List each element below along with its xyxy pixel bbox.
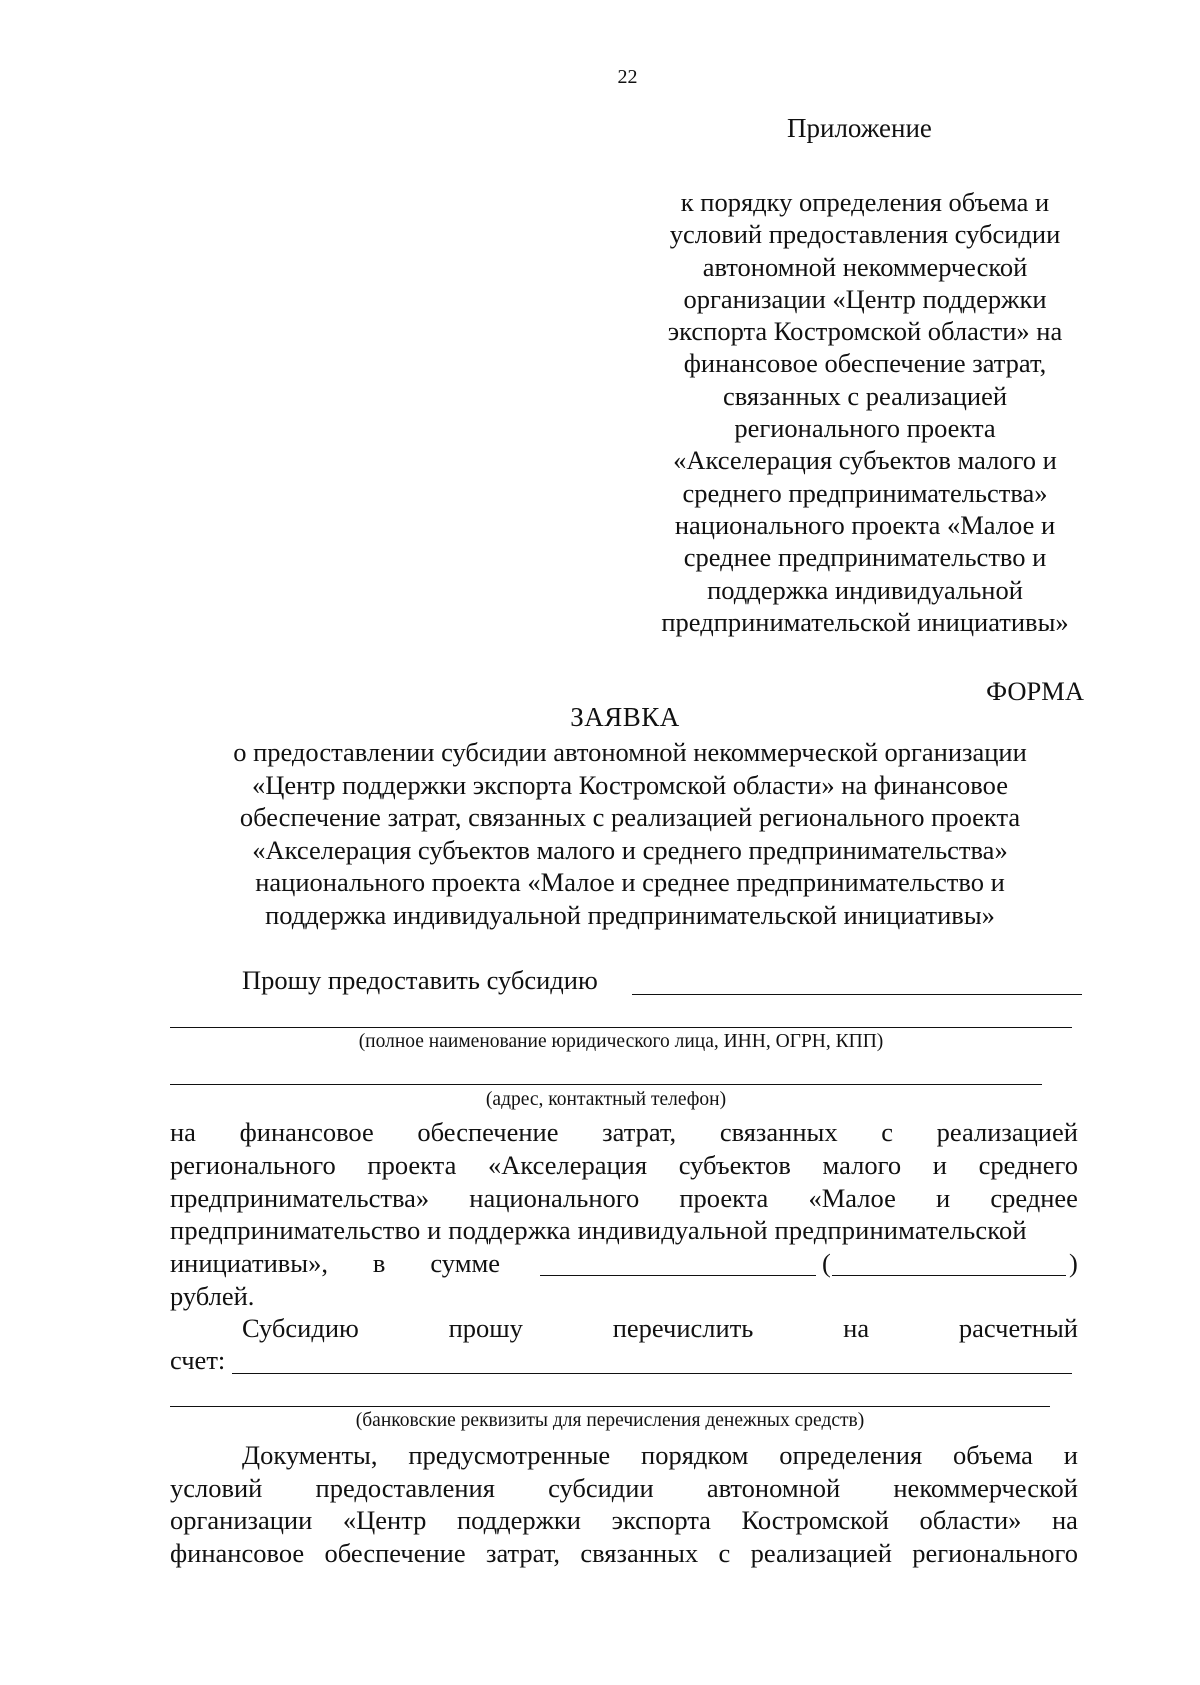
word: связанных [580,1538,699,1568]
paragraph-line [242,1313,1078,1344]
word: проекта [367,1150,457,1180]
annex-line: организации «Центр поддержки [683,283,1047,314]
caption-bank-details: (банковские реквизиты для перечисления денежных средств) [355,1410,865,1431]
word: затрат, [602,1117,677,1147]
annex-line: предпринимательской инициативы» [661,606,1069,637]
paragraph-line: предпринимательство и поддержка индивидуальной предпринимательской [170,1215,1027,1245]
annex-line: условий предоставления субсидии [669,219,1061,250]
word: реализацией [750,1538,892,1568]
paragraph-line [170,1183,1078,1214]
word: некоммерческой [893,1473,1078,1503]
caption-address: (адрес, контактный телефон) [485,1089,727,1110]
account-label: счет: [170,1345,226,1375]
word: связанных [719,1117,838,1147]
paragraph-line [170,1538,1078,1569]
word: обеспечение [324,1538,466,1568]
paragraph-line [170,1117,1078,1148]
bank-details-blank[interactable] [170,1406,1050,1407]
annex-line: поддержка индивидуальной [707,574,1023,605]
word: организации [170,1505,313,1535]
word: определения [779,1440,923,1470]
word: условий [170,1473,263,1503]
word: субсидии [548,1473,654,1503]
word: Костромской [741,1505,889,1535]
word: сумме [430,1248,500,1278]
word: затрат, [485,1538,560,1568]
word: на [843,1313,870,1343]
address-blank[interactable] [170,1084,1042,1085]
word: «Центр [342,1505,427,1535]
title-line: о предоставлении субсидии автономной некоммерческой организации [233,737,1027,767]
annex-line: финансовое обеспечение затрат, [683,348,1047,379]
word: расчетный [958,1313,1078,1343]
word: предусмотренные [408,1440,611,1470]
word: среднего [978,1150,1078,1180]
word: на [1051,1505,1078,1535]
annex-line: связанных с реализацией [722,380,1008,411]
application-title [160,736,1100,931]
request-prefix: Прошу предоставить субсидию [242,965,598,995]
word: и [932,1150,947,1180]
word: с [718,1538,731,1568]
word: инициативы», [170,1248,328,1278]
word: «Акселерация [488,1150,648,1180]
word: финансовое [170,1538,305,1568]
word: обеспечение [417,1117,559,1147]
sum-digits-blank[interactable] [540,1275,816,1276]
word: порядком [641,1440,749,1470]
annex-line: среднего предпринимательства» [682,477,1048,508]
paragraph-line [242,1440,1078,1471]
word: экспорта [611,1505,711,1535]
word: с [881,1117,893,1147]
word: финансовое [239,1117,374,1147]
legal-entity-blank[interactable] [170,1027,1072,1028]
paren-open: ( [822,1248,831,1278]
word: поддержки [456,1505,581,1535]
annex-line: экспорта Костромской области» на [667,316,1063,347]
title-line: «Центр поддержки экспорта Костромской области» на финансовое [252,769,1008,800]
paragraph-line [170,1473,1078,1504]
word: Документы, [242,1440,378,1470]
paragraph-line: рублей. [170,1281,255,1311]
word: предоставления [315,1473,495,1503]
word: перечислить [612,1313,754,1343]
annex-line: регионального проекта [734,413,996,444]
word: Субсидию [242,1313,359,1343]
word: предпринимательства» [170,1183,430,1213]
word: малого [822,1150,902,1180]
paren-close: ) [1069,1248,1078,1278]
word: среднее [990,1183,1078,1213]
word: реализацией [936,1117,1078,1147]
title-line: национального проекта «Малое и среднее предпринимательство и [255,867,1005,897]
annex-line: автономной некоммерческой [702,251,1028,282]
word: автономной [706,1473,841,1503]
account-blank[interactable] [232,1373,1072,1374]
sum-words-blank[interactable] [832,1275,1066,1276]
word: и [935,1183,951,1213]
page-number: 22 [617,66,638,88]
word: национального [469,1183,640,1213]
paragraph-line [170,1505,1078,1536]
annex-title: Приложение [787,113,932,143]
title-line: поддержка индивидуальной предпринимательской инициативы» [265,899,995,930]
paragraph-line [170,1150,1078,1181]
word: проекта [679,1183,769,1213]
word: в [372,1248,386,1278]
annex-line: среднее предпринимательство и [683,542,1047,573]
word: регионального [170,1150,336,1180]
word: на [170,1117,196,1147]
annex-line: к порядку определения объема и [680,187,1050,217]
annex-description [628,186,1102,638]
subsidy-recipient-blank[interactable] [632,994,1082,995]
word: объема [953,1440,1033,1470]
title-line: обеспечение затрат, связанных с реализацией регионального проекта [239,802,1021,832]
word: субъектов [678,1150,791,1180]
word: прошу [448,1313,523,1343]
word: и [1063,1440,1078,1470]
title-line: «Акселерация субъектов малого и среднего предпринимательства» [252,834,1008,865]
annex-line: «Акселерация субъектов малого и [673,445,1057,476]
word: «Малое [808,1183,896,1213]
word: регионального [912,1538,1078,1568]
caption-legal-entity: (полное наименование юридического лица, ИНН, ОГРН, КПП) [358,1031,884,1052]
word: области» [919,1505,1022,1535]
annex-line: национального проекта «Малое и [674,509,1056,540]
application-heading: ЗАЯВКА [570,702,680,732]
sum-words [170,1248,500,1279]
form-label: ФОРМА [986,676,1084,706]
